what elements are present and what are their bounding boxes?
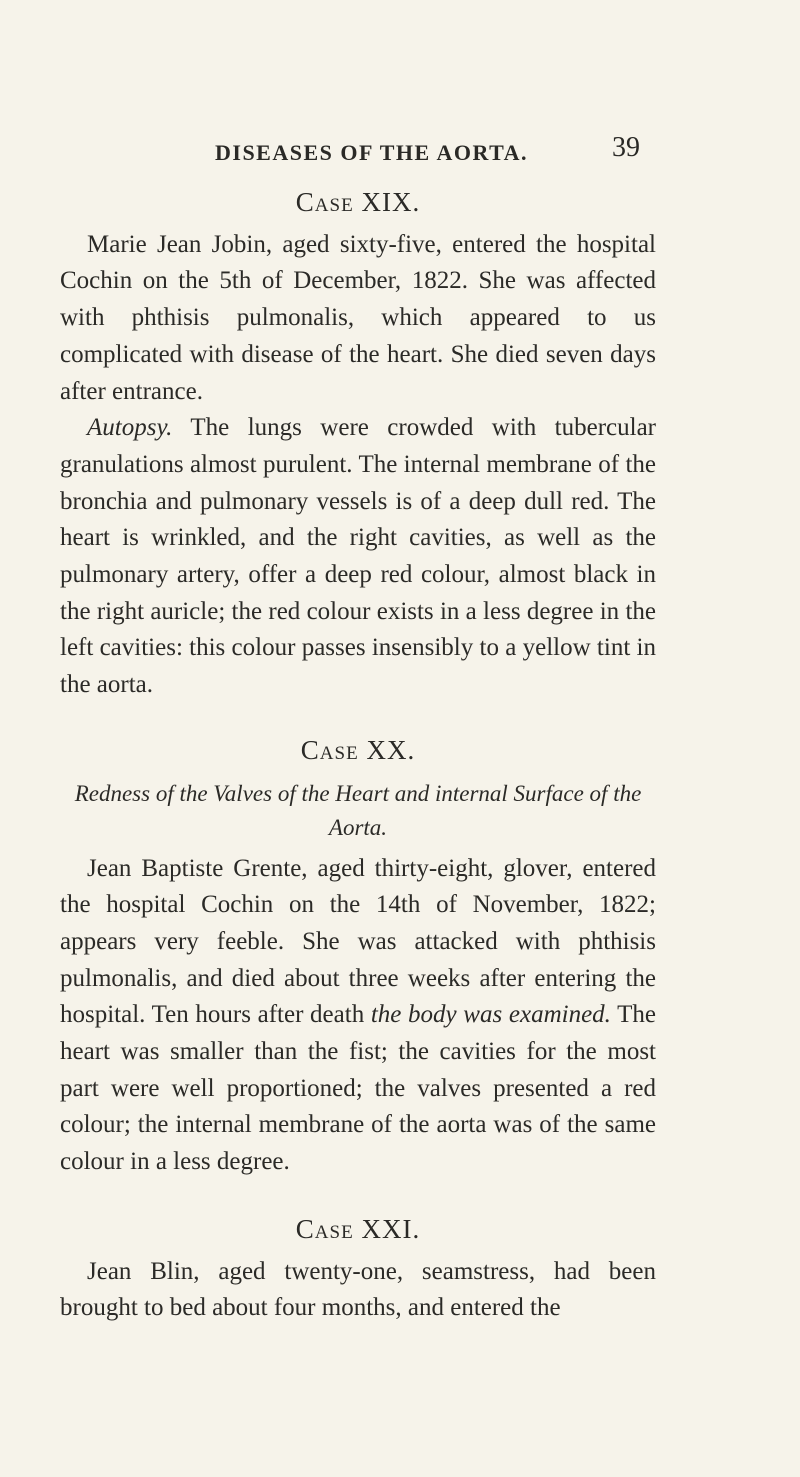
case-xx-italic-phrase: the body was examined. (370, 1001, 611, 1029)
case-xxi-paragraph-1-text: Jean Blin, aged twenty-one, seamstress, had been brought to bed about four months, and entered the (60, 1257, 656, 1322)
case-heading-xxi: Case XXI. (295, 1213, 421, 1244)
page-body (60, 180, 656, 1327)
case-xx-text-before: Jean Baptiste Grente, aged thirty-eight, glover, entered the hospital Cochin on the 14th of November, 1822; appears very feeble. She was attacked with phthisis pulmonalis, and died about three weeks after entering the hospital. Ten hours after death (60, 854, 656, 1029)
running-head: DISEASES OF THE AORTA. (215, 140, 529, 165)
autopsy-label: Autopsy. (87, 414, 173, 442)
case-xx-text-after: The heart was smaller than the fist; the cavities for the most part were well proportioned; the valves presented a red colour; the internal membrane of the aorta was of the same colour in a less degree. (60, 1001, 656, 1176)
case-xix-paragraph-2-text: The lungs were crowded with tubercular granulations almost purulent. The internal membrane of the bronchia and pulmonary vessels is of a deep dull red. The heart is wrinkled, and the right cavities, as well as the pulmonary artery, offer a deep red colour, almost black in the right auricle; the red colour exists in a less degree in the left cavities: this colour passes insensibly to a yellow tint in the aorta. (60, 414, 656, 699)
page-number: 39 (612, 132, 640, 163)
case-xix-paragraph-1 (60, 227, 656, 411)
case-xxi-paragraph-1 (60, 1254, 656, 1327)
case-xix-paragraph-1-text: Marie Jean Jobin, aged sixty-five, entered the hospital Cochin on the 5th of December, 1822. She was affected with phthisis pulmonalis, which appeared to us complicated with disease of the heart. She died seven days after entrance. (60, 230, 656, 405)
case-heading-xx: Case XX. (300, 734, 416, 765)
case-xx-subtitle: Redness of the Valves of the Heart and internal Surface of the Aorta. (74, 780, 642, 840)
case-heading-xix: Case XIX. (295, 187, 421, 217)
case-xx-paragraph-1 (60, 851, 656, 1181)
case-xix-paragraph-2 (60, 410, 656, 704)
